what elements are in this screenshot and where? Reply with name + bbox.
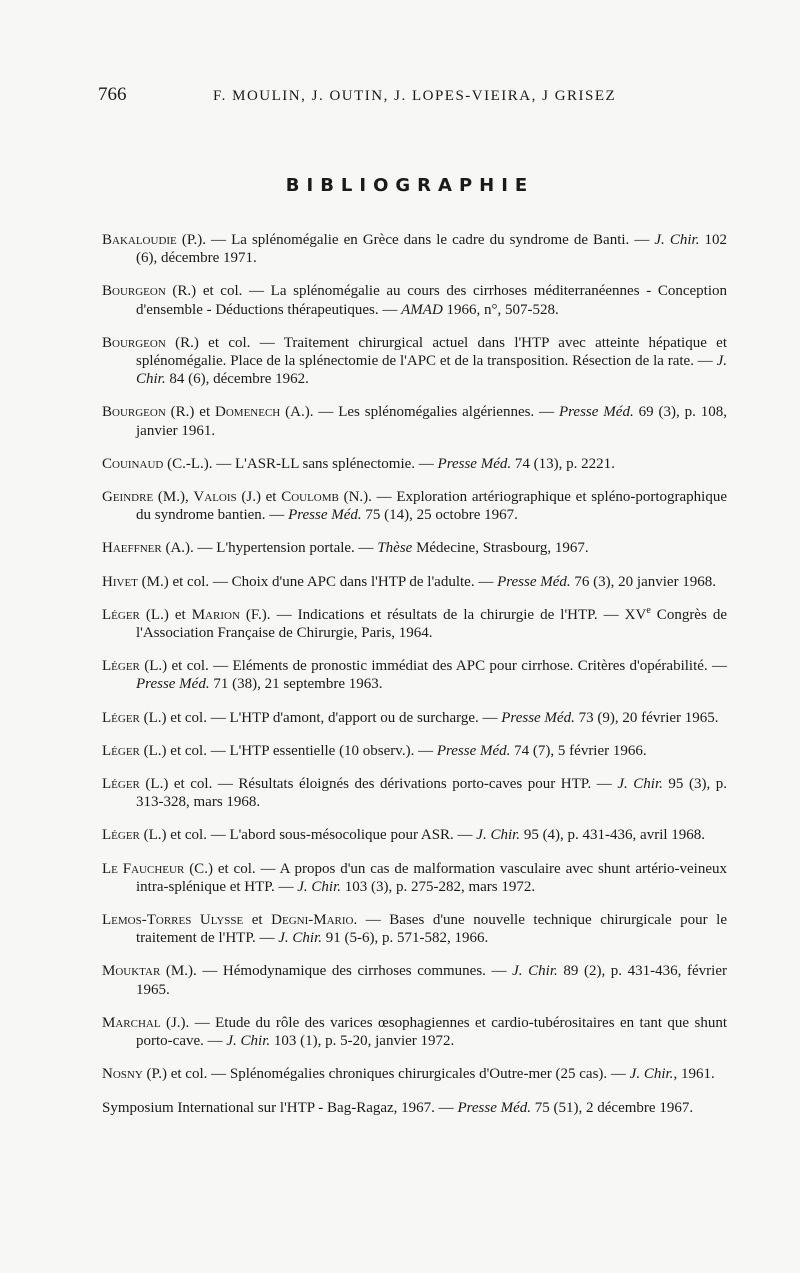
reference-journal: Presse Méd.: [501, 709, 575, 726]
reference-author: Marchal: [102, 1014, 161, 1031]
reference-author: Bakaloudie: [102, 232, 177, 248]
reference-text: (L.) et col. — Eléments de pronostic immédiat des APC pour cirrhose. Critères d'opérabilité. —: [139, 658, 727, 675]
reference-journal: J. Chir.: [629, 1066, 674, 1083]
reference-author: Le Faucheur: [102, 860, 185, 877]
reference-entry: [102, 860, 727, 896]
reference-text: 73 (9), 20 février 1965.: [574, 709, 719, 726]
reference-author: Léger: [102, 658, 140, 675]
reference-journal: J. Chir.: [512, 963, 558, 980]
page-number: 766: [98, 84, 127, 105]
reference-entry: [102, 334, 727, 389]
reference-journal: J. Chir.: [654, 232, 700, 248]
reference-text: (L.) et col. — Résultats éloignés des dérivations porto-caves pour HTP. —: [139, 776, 618, 793]
reference-text: (L.) et col. — L'abord sous-mésocolique pour ASR. —: [139, 827, 477, 844]
reference-text: , 1961.: [673, 1066, 715, 1083]
reference-journal: J. Chir.: [136, 353, 727, 388]
reference-journal: J. Chir.: [617, 776, 663, 793]
reference-author: Geindre: [102, 489, 154, 506]
bibliography-list: [102, 216, 727, 1124]
reference-text: 89 (2), p. 431-436, février 1965.: [136, 963, 727, 998]
reference-author: Léger: [102, 776, 140, 793]
reference-entry: [102, 231, 727, 267]
reference-text: (R.) et col. — La splénomégalie au cours des cirrhoses méditerranéennes - Conception d'ensemble - Déductions thérapeutiques. —: [136, 283, 727, 318]
reference-entry: [102, 962, 727, 998]
reference-text: (L.) et col. — L'HTP d'amont, d'apport ou de surcharge. —: [139, 709, 502, 726]
reference-author: Lemos-Torres Ulysse: [102, 912, 244, 929]
reference-text: (R.) et: [165, 404, 216, 421]
reference-journal: Presse Méd.: [288, 507, 362, 524]
reference-text: (N.). — Exploration artériographique et spléno-portographique du syndrome bantien. —: [136, 489, 728, 524]
reference-journal: Presse Méd.: [437, 455, 512, 472]
reference-author: Domenech: [215, 404, 281, 421]
reference-journal: Presse Méd.: [136, 676, 210, 693]
reference-text: (J.) et: [236, 489, 282, 506]
reference-entry: [102, 455, 727, 473]
reference-text: Médecine, Strasbourg, 1967.: [412, 540, 589, 557]
reference-journal: AMAD: [401, 301, 443, 318]
reference-entry: [102, 709, 727, 727]
reference-text: (M.) et col. — Choix d'une APC dans l'HTP de l'adulte. —: [137, 573, 498, 590]
reference-text: 76 (3), 20 janvier 1968.: [570, 573, 717, 590]
reference-entry: [102, 403, 727, 439]
reference-author: Léger: [102, 709, 140, 726]
reference-superscript: e: [646, 604, 651, 616]
reference-entry: [102, 573, 727, 591]
reference-journal: J. Chir.: [297, 878, 341, 895]
reference-entry: [102, 1065, 727, 1083]
reference-text: 75 (14), 25 octobre 1967.: [361, 507, 518, 524]
reference-author: Mouktar: [102, 963, 161, 980]
reference-entry: [102, 826, 727, 844]
reference-journal: Presse Méd.: [457, 1099, 532, 1116]
reference-text: (P.). — La splénomégalie en Grèce dans le cadre du syndrome de Banti. —: [176, 232, 655, 248]
reference-text: (M.). — Hémodynamique des cirrhoses communes. —: [160, 963, 513, 980]
reference-text: 1966, n°, 507-528.: [442, 301, 559, 318]
reference-author: Bourgeon: [102, 283, 166, 300]
reference-text: (L.) et: [139, 606, 192, 623]
reference-entry: [102, 606, 727, 642]
reference-entry: [102, 742, 727, 760]
reference-author: Léger: [102, 606, 140, 623]
reference-text: 95 (4), p. 431-436, avril 1968.: [520, 827, 706, 844]
reference-text: (J.). — Etude du rôle des varices œsophagiennes et cardio-tubérositaires en tant que shunt porto-cave. —: [136, 1014, 727, 1050]
reference-author: Nosny: [102, 1066, 143, 1083]
running-header: [98, 84, 718, 106]
reference-text: (A.). — L'hypertension portale. —: [161, 540, 378, 557]
reference-text: 84 (6), décembre 1962.: [165, 371, 309, 388]
reference-entry: [102, 282, 727, 318]
reference-entry: [102, 488, 727, 524]
reference-author: Bourgeon: [102, 404, 166, 421]
reference-text: 103 (1), p. 5-20, janvier 1972.: [270, 1033, 455, 1050]
reference-journal: J. Chir.: [226, 1033, 271, 1050]
reference-entry: [102, 1014, 727, 1050]
reference-text: (C.) et col. — A propos d'un cas de malformation vasculaire avec shunt artério-veineux intra-splénique et HTP. —: [136, 860, 727, 895]
reference-author: Marion: [191, 606, 240, 623]
reference-author: Haeffner: [102, 540, 162, 557]
reference-text: (F.). — Indications et résultats de la chirurgie de l'HTP. — XV: [239, 606, 647, 623]
reference-text: 75 (51), 2 décembre 1967.: [531, 1099, 694, 1116]
reference-text: 102 (6), décembre 1971.: [136, 232, 727, 267]
reference-text: . — Bases d'une nouvelle technique chirurgicale pour le traitement de l'HTP. —: [136, 912, 728, 947]
reference-journal: Thèse: [377, 540, 413, 557]
reference-entry: [102, 775, 727, 811]
reference-author: Hivet: [102, 573, 138, 590]
reference-author: Coulomb: [281, 489, 339, 506]
reference-author: Valois: [193, 489, 237, 506]
reference-text: Congrès de l'Association Française de Chirurgie, Paris, 1964.: [136, 606, 727, 642]
reference-text: 69 (3), p. 108, janvier 1961.: [136, 404, 727, 439]
reference-author: Couinaud: [102, 455, 164, 472]
reference-text: Symposium International sur l'HTP - Bag-Ragaz, 1967. —: [102, 1099, 458, 1116]
reference-text: (L.) et col. — L'HTP essentielle (10 observ.). —: [139, 742, 437, 759]
reference-author: Léger: [102, 827, 140, 844]
reference-text: et: [243, 912, 272, 929]
reference-entry: [102, 539, 727, 557]
reference-text: (A.). — Les splénomégalies algériennes. —: [280, 404, 559, 421]
reference-text: 95 (3), p. 313-328, mars 1968.: [136, 776, 728, 811]
reference-journal: J. Chir.: [278, 930, 323, 947]
reference-text: 74 (7), 5 février 1966.: [510, 742, 647, 759]
reference-journal: Presse Méd.: [497, 573, 571, 590]
reference-text: 91 (5-6), p. 571-582, 1966.: [322, 930, 489, 947]
reference-text: 71 (38), 21 septembre 1963.: [209, 676, 383, 693]
reference-text: (M.),: [153, 489, 194, 506]
section-title: BIBLIOGRAPHIE: [285, 175, 535, 196]
running-head-authors: F. MOULIN, J. OUTIN, J. LOPES-VIEIRA, J GRISEZ: [213, 88, 617, 104]
reference-text: (P.) et col. — Splénomégalies chroniques chirurgicales d'Outre-mer (25 cas). —: [142, 1066, 630, 1083]
reference-entry: [102, 657, 727, 693]
reference-author: Léger: [102, 742, 140, 759]
reference-journal: J. Chir.: [476, 827, 521, 844]
reference-entry: [102, 1099, 727, 1117]
reference-text: (R.) et col. — Traitement chirurgical actuel dans l'HTP avec atteinte hépatique et splénomégalie. Place de la splénectomie de l'APC et de la transposition. Résection de la rate. —: [136, 334, 727, 370]
reference-journal: Presse Méd.: [436, 742, 511, 759]
reference-text: 103 (3), p. 275-282, mars 1972.: [341, 878, 536, 895]
reference-author: Bourgeon: [102, 334, 166, 351]
reference-author: Degni-Mario: [271, 912, 354, 929]
reference-journal: Presse Méd.: [558, 404, 634, 421]
reference-text: (C.-L.). — L'ASR-LL sans splénectomie. —: [163, 455, 438, 472]
reference-text: 74 (13), p. 2221.: [511, 455, 615, 472]
reference-entry: [102, 911, 727, 947]
